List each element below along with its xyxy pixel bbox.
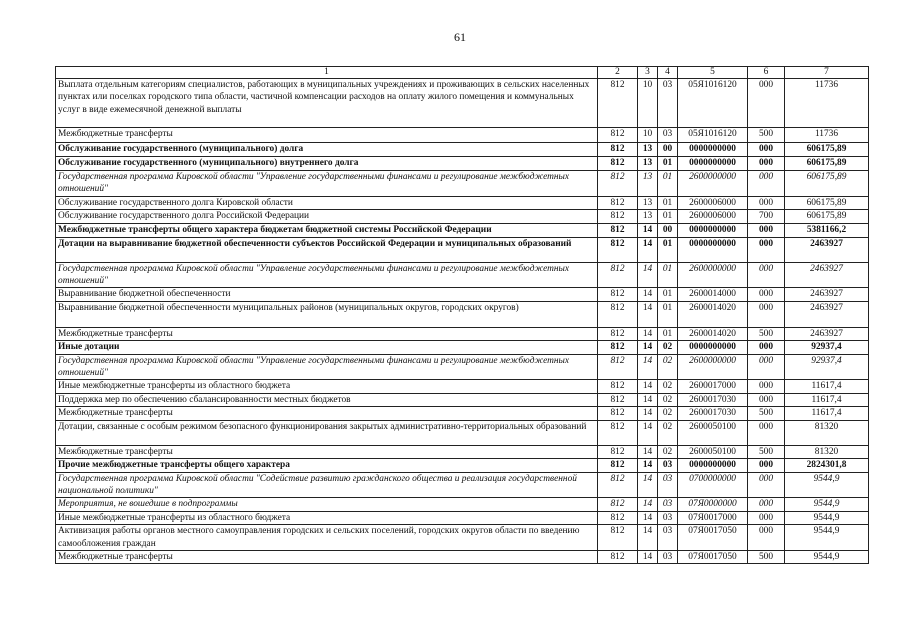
section-cell: 14 — [638, 288, 658, 301]
amount-cell: 92937,4 — [785, 354, 869, 380]
section-cell: 14 — [638, 380, 658, 393]
amount-cell: 606175,89 — [785, 143, 869, 157]
target-article-cell: 2600014020 — [678, 301, 748, 327]
section-cell: 14 — [638, 223, 658, 237]
admin-code-cell: 812 — [598, 157, 638, 171]
expense-type-cell: 000 — [748, 354, 785, 380]
row-name-cell: Обслуживание государственного долга Кировской области — [56, 196, 598, 209]
row-name-cell: Дотации, связанные с особым режимом безопасного функционирования закрытых административно-территориальных образований — [56, 420, 598, 445]
target-article-cell: 07Я0017000 — [678, 511, 748, 524]
header-cell: 5 — [678, 67, 748, 79]
section-cell: 14 — [638, 498, 658, 511]
admin-code-cell: 812 — [598, 445, 638, 458]
admin-code-cell: 812 — [598, 341, 638, 354]
section-cell: 14 — [638, 407, 658, 420]
section-cell: 10 — [638, 128, 658, 143]
section-cell: 14 — [638, 525, 658, 551]
section-cell: 14 — [638, 472, 658, 498]
amount-cell: 9544,9 — [785, 498, 869, 511]
admin-code-cell: 812 — [598, 407, 638, 420]
expense-type-cell: 000 — [748, 393, 785, 406]
section-cell: 14 — [638, 393, 658, 406]
header-cell: 2 — [598, 67, 638, 79]
target-article-cell: 2600000000 — [678, 171, 748, 197]
target-article-cell: 2600006000 — [678, 196, 748, 209]
section-cell: 14 — [638, 301, 658, 327]
section-cell: 14 — [638, 262, 658, 288]
admin-code-cell: 812 — [598, 393, 638, 406]
expense-type-cell: 000 — [748, 420, 785, 445]
table-row — [56, 79, 869, 128]
row-name-cell: Мероприятия, не вошедшие в подпрограммы — [56, 498, 598, 511]
subsection-cell: 02 — [658, 445, 678, 458]
target-article-cell: 2600014000 — [678, 288, 748, 301]
section-cell: 14 — [638, 445, 658, 458]
target-article-cell: 0000000000 — [678, 143, 748, 157]
section-cell: 14 — [638, 354, 658, 380]
target-article-cell: 2600050100 — [678, 420, 748, 445]
admin-code-cell: 812 — [598, 459, 638, 472]
expense-type-cell: 000 — [748, 525, 785, 551]
target-article-cell: 07Я0000000 — [678, 498, 748, 511]
subsection-cell: 01 — [658, 237, 678, 262]
header-row — [56, 67, 869, 79]
amount-cell: 11617,4 — [785, 407, 869, 420]
target-article-cell: 0000000000 — [678, 459, 748, 472]
row-name-cell: Иные дотации — [56, 341, 598, 354]
table-row — [56, 511, 869, 524]
subsection-cell: 03 — [658, 550, 678, 563]
target-article-cell: 0000000000 — [678, 223, 748, 237]
row-name-cell: Государственная программа Кировской области "Содействие развитию гражданского общества и реализация государственной национальной политики" — [56, 472, 598, 498]
target-article-cell: 2600017030 — [678, 393, 748, 406]
table-row — [56, 210, 869, 223]
row-name-cell: Межбюджетные трансферты — [56, 550, 598, 563]
row-name-cell: Межбюджетные трансферты — [56, 445, 598, 458]
admin-code-cell: 812 — [598, 420, 638, 445]
subsection-cell: 01 — [658, 157, 678, 171]
expense-type-cell: 500 — [748, 327, 785, 340]
target-article-cell: 2600000000 — [678, 354, 748, 380]
table-row — [56, 498, 869, 511]
amount-cell: 9544,9 — [785, 472, 869, 498]
admin-code-cell: 812 — [598, 525, 638, 551]
budget-table — [55, 66, 869, 564]
expense-type-cell: 700 — [748, 210, 785, 223]
table-row — [56, 237, 869, 262]
row-name-cell: Выплата отдельным категориям специалистов, работающих в муниципальных учреждениях и проживающих в сельских населенных пунктах или поселках городского типа области, частичной компенсации расходов на оплату жилого помещения и коммунальных услуг в виде ежемесячной денежной выплаты — [56, 79, 598, 128]
row-name-cell: Поддержка мер по обеспечению сбалансированности местных бюджетов — [56, 393, 598, 406]
subsection-cell: 03 — [658, 459, 678, 472]
row-name-cell: Государственная программа Кировской области "Управление государственными финансами и регулирование межбюджетных отношений" — [56, 171, 598, 197]
amount-cell: 81320 — [785, 420, 869, 445]
admin-code-cell: 812 — [598, 498, 638, 511]
expense-type-cell: 000 — [748, 288, 785, 301]
target-article-cell: 0000000000 — [678, 341, 748, 354]
target-article-cell: 2600017000 — [678, 380, 748, 393]
section-cell: 13 — [638, 143, 658, 157]
table-row — [56, 380, 869, 393]
subsection-cell: 01 — [658, 288, 678, 301]
amount-cell: 81320 — [785, 445, 869, 458]
section-cell: 14 — [638, 550, 658, 563]
header-cell: 3 — [638, 67, 658, 79]
section-cell: 13 — [638, 196, 658, 209]
target-article-cell: 2600050100 — [678, 445, 748, 458]
row-name-cell: Выравнивание бюджетной обеспеченности муниципальных районов (муниципальных округов, городских округов) — [56, 301, 598, 327]
table-row — [56, 157, 869, 171]
expense-type-cell: 000 — [748, 143, 785, 157]
amount-cell: 9544,9 — [785, 511, 869, 524]
row-name-cell: Обслуживание государственного (муниципального) внутреннего долга — [56, 157, 598, 171]
amount-cell: 2463927 — [785, 301, 869, 327]
table-row — [56, 223, 869, 237]
amount-cell: 11736 — [785, 128, 869, 143]
admin-code-cell: 812 — [598, 550, 638, 563]
section-cell: 10 — [638, 79, 658, 128]
expense-type-cell: 000 — [748, 301, 785, 327]
amount-cell: 2463927 — [785, 237, 869, 262]
row-name-cell: Прочие межбюджетные трансферты общего характера — [56, 459, 598, 472]
header-cell: 7 — [785, 67, 869, 79]
section-cell: 13 — [638, 210, 658, 223]
subsection-cell: 01 — [658, 171, 678, 197]
target-article-cell: 07Я0017050 — [678, 550, 748, 563]
row-name-cell: Межбюджетные трансферты общего характера бюджетам бюджетной системы Российской Федерации — [56, 223, 598, 237]
subsection-cell: 02 — [658, 393, 678, 406]
admin-code-cell: 812 — [598, 301, 638, 327]
header-cell: 4 — [658, 67, 678, 79]
table-row — [56, 262, 869, 288]
row-name-cell: Межбюджетные трансферты — [56, 407, 598, 420]
subsection-cell: 00 — [658, 143, 678, 157]
amount-cell: 606175,89 — [785, 196, 869, 209]
amount-cell: 92937,4 — [785, 341, 869, 354]
subsection-cell: 03 — [658, 511, 678, 524]
section-cell: 14 — [638, 459, 658, 472]
table-row — [56, 445, 869, 458]
subsection-cell: 01 — [658, 327, 678, 340]
expense-type-cell: 000 — [748, 459, 785, 472]
admin-code-cell: 812 — [598, 237, 638, 262]
amount-cell: 11617,4 — [785, 380, 869, 393]
table-row — [56, 327, 869, 340]
row-name-cell: Государственная программа Кировской области "Управление государственными финансами и регулирование межбюджетных отношений" — [56, 262, 598, 288]
expense-type-cell: 500 — [748, 445, 785, 458]
amount-cell: 606175,89 — [785, 157, 869, 171]
target-article-cell: 05Я1016120 — [678, 79, 748, 128]
admin-code-cell: 812 — [598, 196, 638, 209]
target-article-cell: 0700000000 — [678, 472, 748, 498]
table-row — [56, 128, 869, 143]
amount-cell: 2463927 — [785, 327, 869, 340]
subsection-cell: 02 — [658, 354, 678, 380]
expense-type-cell: 500 — [748, 550, 785, 563]
target-article-cell: 2600014020 — [678, 327, 748, 340]
admin-code-cell: 812 — [598, 262, 638, 288]
table-row — [56, 407, 869, 420]
expense-type-cell: 000 — [748, 472, 785, 498]
subsection-cell: 00 — [658, 223, 678, 237]
section-cell: 14 — [638, 341, 658, 354]
row-name-cell: Обслуживание государственного долга Российской Федерации — [56, 210, 598, 223]
subsection-cell: 01 — [658, 210, 678, 223]
table-row — [56, 525, 869, 551]
row-name-cell: Государственная программа Кировской области "Управление государственными финансами и регулирование межбюджетных отношений" — [56, 354, 598, 380]
table-row — [56, 171, 869, 197]
table-row — [56, 143, 869, 157]
target-article-cell: 2600017030 — [678, 407, 748, 420]
admin-code-cell: 812 — [598, 380, 638, 393]
target-article-cell: 0000000000 — [678, 157, 748, 171]
subsection-cell: 02 — [658, 380, 678, 393]
table-row — [56, 420, 869, 445]
section-cell: 14 — [638, 237, 658, 262]
section-cell: 14 — [638, 511, 658, 524]
table-row — [56, 196, 869, 209]
table-row — [56, 288, 869, 301]
table-row — [56, 393, 869, 406]
table-row — [56, 354, 869, 380]
target-article-cell: 05Я1016120 — [678, 128, 748, 143]
target-article-cell: 2600000000 — [678, 262, 748, 288]
header-cell: 6 — [748, 67, 785, 79]
admin-code-cell: 812 — [598, 143, 638, 157]
expense-type-cell: 000 — [748, 157, 785, 171]
amount-cell: 11617,4 — [785, 393, 869, 406]
admin-code-cell: 812 — [598, 223, 638, 237]
expense-type-cell: 000 — [748, 237, 785, 262]
row-name-cell: Межбюджетные трансферты — [56, 327, 598, 340]
admin-code-cell: 812 — [598, 79, 638, 128]
expense-type-cell: 500 — [748, 407, 785, 420]
target-article-cell: 0000000000 — [678, 237, 748, 262]
subsection-cell: 02 — [658, 407, 678, 420]
amount-cell: 11736 — [785, 79, 869, 128]
expense-type-cell: 000 — [748, 79, 785, 128]
target-article-cell: 2600006000 — [678, 210, 748, 223]
admin-code-cell: 812 — [598, 210, 638, 223]
subsection-cell: 01 — [658, 301, 678, 327]
expense-type-cell: 000 — [748, 223, 785, 237]
row-name-cell: Иные межбюджетные трансферты из областного бюджета — [56, 511, 598, 524]
table-row — [56, 472, 869, 498]
section-cell: 13 — [638, 171, 658, 197]
amount-cell: 606175,89 — [785, 210, 869, 223]
subsection-cell: 01 — [658, 196, 678, 209]
admin-code-cell: 812 — [598, 288, 638, 301]
subsection-cell: 02 — [658, 341, 678, 354]
amount-cell: 2824301,8 — [785, 459, 869, 472]
expense-type-cell: 000 — [748, 380, 785, 393]
section-cell: 14 — [638, 327, 658, 340]
section-cell: 14 — [638, 420, 658, 445]
amount-cell: 5381166,2 — [785, 223, 869, 237]
subsection-cell: 03 — [658, 498, 678, 511]
target-article-cell: 07Я0017050 — [678, 525, 748, 551]
row-name-cell: Иные межбюджетные трансферты из областного бюджета — [56, 380, 598, 393]
row-name-cell: Межбюджетные трансферты — [56, 128, 598, 143]
subsection-cell: 01 — [658, 262, 678, 288]
subsection-cell: 03 — [658, 525, 678, 551]
expense-type-cell: 000 — [748, 171, 785, 197]
admin-code-cell: 812 — [598, 354, 638, 380]
expense-type-cell: 000 — [748, 511, 785, 524]
admin-code-cell: 812 — [598, 511, 638, 524]
table-row — [56, 459, 869, 472]
header-cell: 1 — [56, 67, 598, 79]
expense-type-cell: 000 — [748, 196, 785, 209]
admin-code-cell: 812 — [598, 128, 638, 143]
subsection-cell: 03 — [658, 472, 678, 498]
subsection-cell: 03 — [658, 128, 678, 143]
admin-code-cell: 812 — [598, 171, 638, 197]
row-name-cell: Дотации на выравнивание бюджетной обеспеченности субъектов Российской Федерации и муниципальных образований — [56, 237, 598, 262]
row-name-cell: Активизация работы органов местного самоуправления городских и сельских поселений, городских округов области по введению самообложения граждан — [56, 525, 598, 551]
section-cell: 13 — [638, 157, 658, 171]
table-row — [56, 341, 869, 354]
table-row — [56, 301, 869, 327]
amount-cell: 2463927 — [785, 288, 869, 301]
amount-cell: 9544,9 — [785, 525, 869, 551]
admin-code-cell: 812 — [598, 472, 638, 498]
table-row — [56, 550, 869, 563]
admin-code-cell: 812 — [598, 327, 638, 340]
row-name-cell: Обслуживание государственного (муниципального) долга — [56, 143, 598, 157]
amount-cell: 9544,9 — [785, 550, 869, 563]
page-number: 61 — [454, 30, 466, 44]
expense-type-cell: 500 — [748, 128, 785, 143]
subsection-cell: 03 — [658, 79, 678, 128]
amount-cell: 2463927 — [785, 262, 869, 288]
row-name-cell: Выравнивание бюджетной обеспеченности — [56, 288, 598, 301]
amount-cell: 606175,89 — [785, 171, 869, 197]
expense-type-cell: 000 — [748, 498, 785, 511]
expense-type-cell: 000 — [748, 262, 785, 288]
subsection-cell: 02 — [658, 420, 678, 445]
expense-type-cell: 000 — [748, 341, 785, 354]
